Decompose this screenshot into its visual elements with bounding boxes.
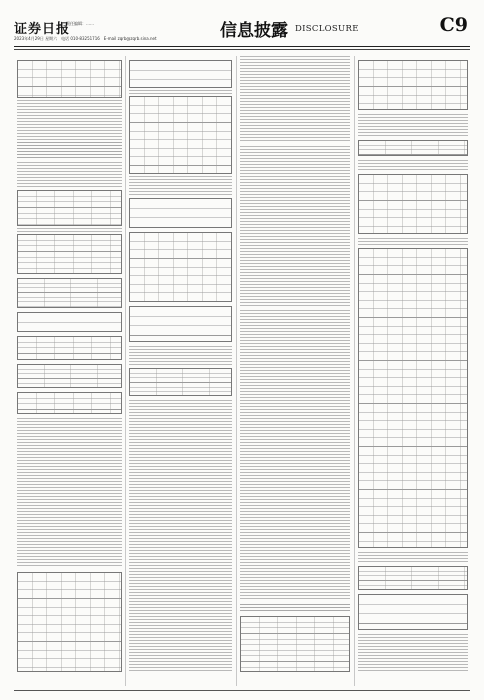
masthead — [14, 14, 470, 44]
masthead-meta-editor: 责任编辑：…… — [66, 21, 94, 26]
data-table — [17, 572, 122, 672]
data-table — [129, 306, 232, 342]
text-block — [358, 114, 468, 138]
section-title-en: DISCLOSURE — [295, 24, 359, 34]
section-title: 信息披露 — [220, 21, 288, 41]
data-table — [358, 248, 468, 548]
text-block — [358, 160, 468, 172]
masthead-meta-date: 2023年4月29日 星期六 电话 010-83251716 E-mail zqrb@zqrb.sina.net — [14, 36, 157, 41]
text-block — [129, 90, 232, 94]
data-table — [17, 392, 122, 414]
data-table — [17, 234, 122, 274]
text-block — [129, 346, 232, 366]
page-number: C9 — [439, 14, 468, 36]
data-table — [358, 174, 468, 234]
text-block — [129, 176, 232, 196]
text-block — [358, 552, 468, 562]
data-table — [129, 368, 232, 396]
column-1 — [17, 56, 122, 686]
header-rule-thin — [14, 49, 470, 50]
column-2 — [129, 56, 232, 686]
announcement-table — [17, 60, 122, 98]
text-block — [17, 162, 122, 188]
text-block — [17, 142, 122, 160]
text-block — [129, 400, 232, 672]
data-table — [358, 566, 468, 590]
text-block — [17, 100, 122, 140]
data-table — [129, 60, 232, 88]
header-rule — [14, 46, 470, 47]
column-3 — [240, 56, 350, 686]
text-block — [240, 604, 350, 612]
text-block — [17, 418, 122, 568]
data-table — [17, 278, 122, 308]
text-block — [240, 56, 350, 142]
data-table — [129, 198, 232, 228]
data-table — [358, 60, 468, 110]
data-table — [17, 336, 122, 360]
data-table — [358, 140, 468, 156]
data-table — [358, 594, 468, 630]
newspaper-logo: 证券日报 — [14, 22, 71, 37]
data-table — [240, 616, 350, 672]
text-block — [358, 634, 468, 672]
data-table — [17, 312, 122, 332]
text-block — [240, 310, 350, 600]
text-block — [358, 238, 468, 246]
data-table — [129, 96, 232, 174]
text-block — [240, 146, 350, 306]
data-table — [17, 190, 122, 226]
column-4 — [358, 56, 468, 686]
data-table — [17, 364, 122, 388]
data-table — [129, 232, 232, 302]
footer-rule — [14, 690, 470, 691]
text-block — [17, 228, 122, 232]
